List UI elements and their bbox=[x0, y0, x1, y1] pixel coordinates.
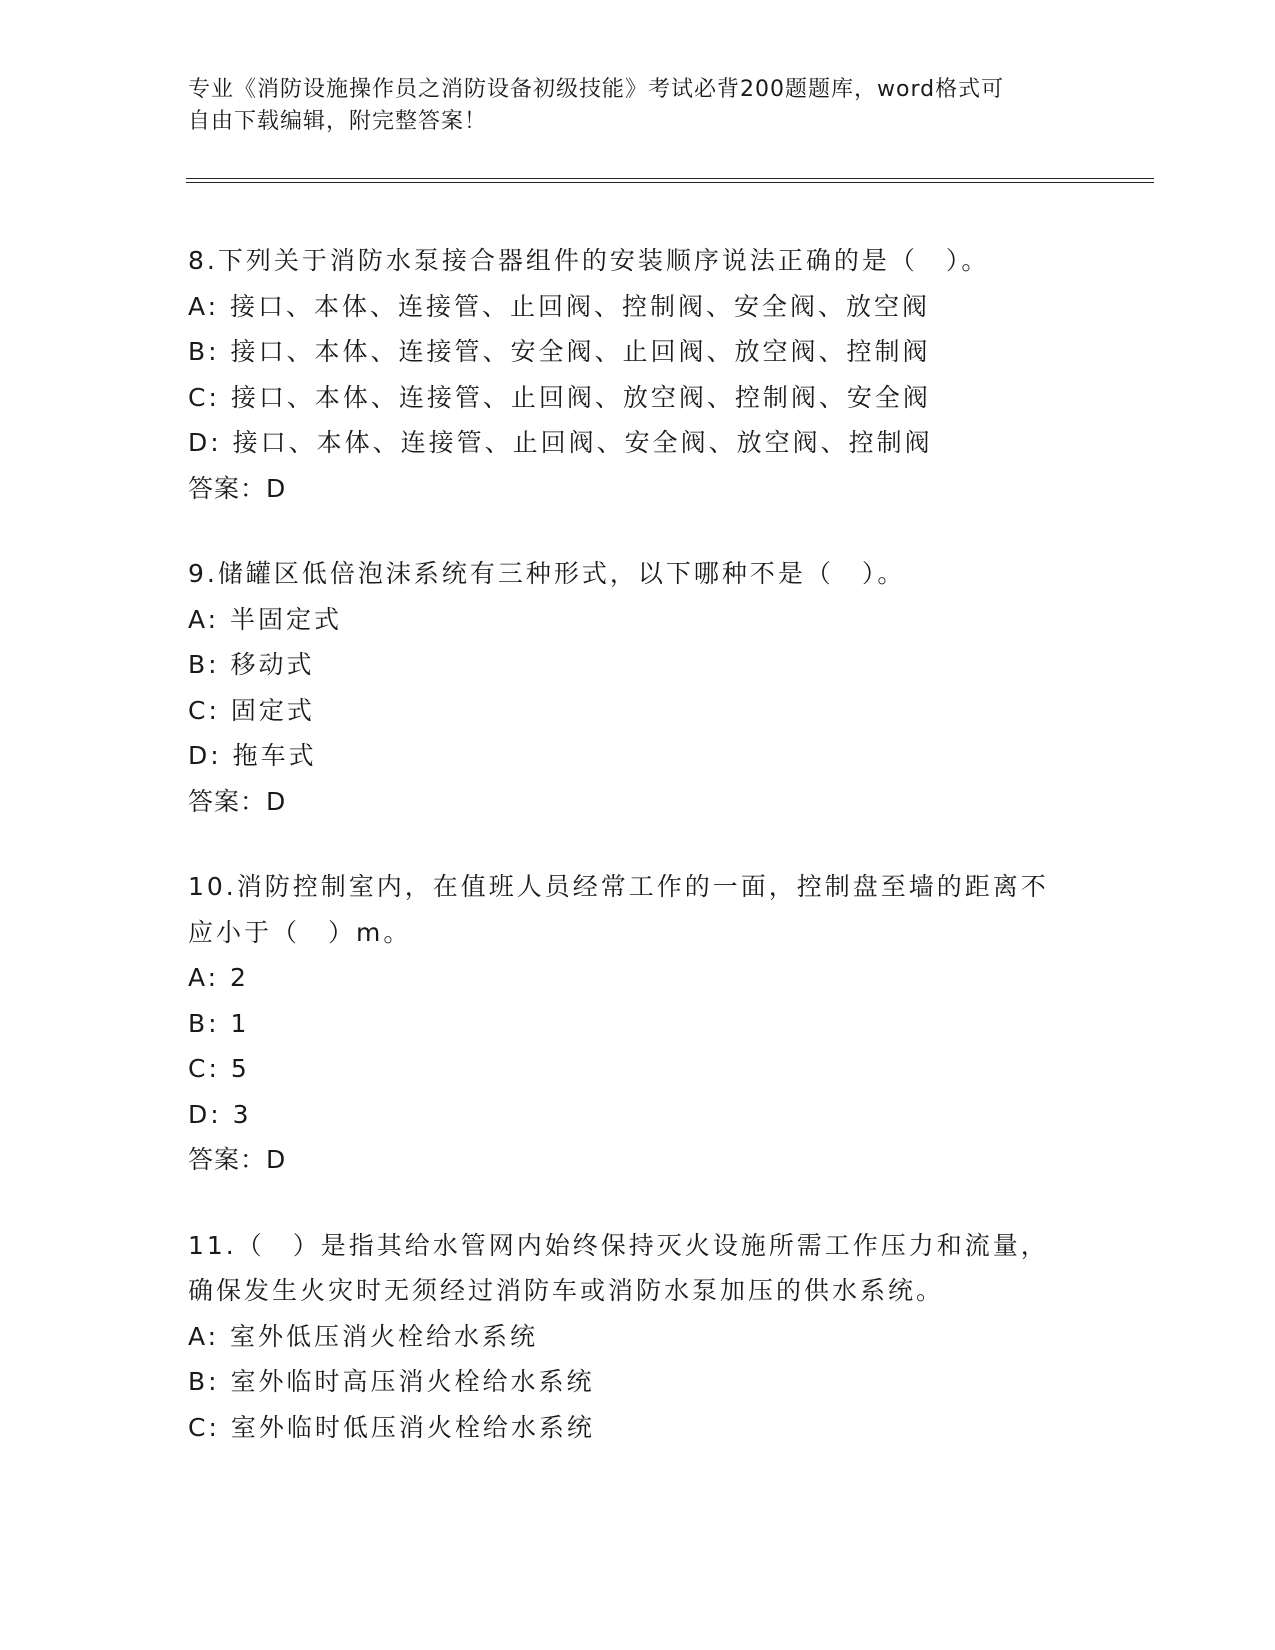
option-c: C: 固定式 bbox=[188, 695, 315, 725]
question-stem-line-2: 应小于（ ）m。 bbox=[188, 917, 412, 947]
question-stem-line-2: 确保发生火灾时无须经过消防车或消防水泵加压的供水系统。 bbox=[188, 1276, 945, 1305]
option-b: B: 移动式 bbox=[188, 650, 315, 679]
question-10 bbox=[188, 864, 1088, 1183]
question-11 bbox=[188, 1223, 1088, 1451]
document-header bbox=[188, 74, 1088, 138]
header-divider-bottom bbox=[186, 182, 1154, 183]
option-a: A: 室外低压消火栓给水系统 bbox=[188, 1321, 539, 1351]
answer: 答案：D bbox=[188, 786, 287, 816]
header-line-2: 自由下载编辑，附完整答案！ bbox=[188, 109, 488, 134]
option-c: C: 室外临时低压消火栓给水系统 bbox=[188, 1412, 595, 1442]
option-b: B: 室外临时高压消火栓给水系统 bbox=[188, 1367, 595, 1396]
option-a: A: 2 bbox=[188, 963, 249, 992]
question-9 bbox=[188, 551, 1088, 824]
question-list bbox=[188, 238, 1088, 1490]
answer: 答案：D bbox=[188, 1145, 287, 1174]
option-c: C: 接口、本体、连接管、止回阀、放空阀、控制阀、安全阀 bbox=[188, 382, 931, 412]
option-d: D: 接口、本体、连接管、止回阀、安全阀、放空阀、控制阀 bbox=[188, 428, 933, 457]
option-a: A: 接口、本体、连接管、止回阀、控制阀、安全阀、放空阀 bbox=[188, 291, 931, 321]
question-stem-line-1: 10.消防控制室内，在值班人员经常工作的一面，控制盘至墙的距离不 bbox=[188, 872, 1049, 901]
option-b: B: 接口、本体、连接管、安全阀、止回阀、放空阀、控制阀 bbox=[188, 337, 931, 366]
option-d: D: 拖车式 bbox=[188, 741, 317, 770]
option-c: C: 5 bbox=[188, 1054, 250, 1083]
answer: 答案：D bbox=[188, 473, 287, 503]
option-d: D: 3 bbox=[188, 1099, 252, 1129]
option-a: A: 半固定式 bbox=[188, 604, 343, 634]
question-stem: 9.储罐区低倍泡沫系统有三种形式，以下哪种不是（ ）。 bbox=[188, 559, 906, 588]
question-stem-line-1: 11.（ ）是指其给水管网内始终保持灭火设施所需工作压力和流量， bbox=[188, 1230, 1049, 1260]
option-b: B: 1 bbox=[188, 1008, 250, 1038]
question-8 bbox=[188, 238, 1088, 511]
header-divider-top bbox=[186, 178, 1154, 179]
header-line-1: 专业《消防设施操作员之消防设备初级技能》考试必背200题题库，word格式可 bbox=[188, 77, 1005, 102]
question-stem: 8.下列关于消防水泵接合器组件的安装顺序说法正确的是（ ）。 bbox=[188, 246, 990, 275]
